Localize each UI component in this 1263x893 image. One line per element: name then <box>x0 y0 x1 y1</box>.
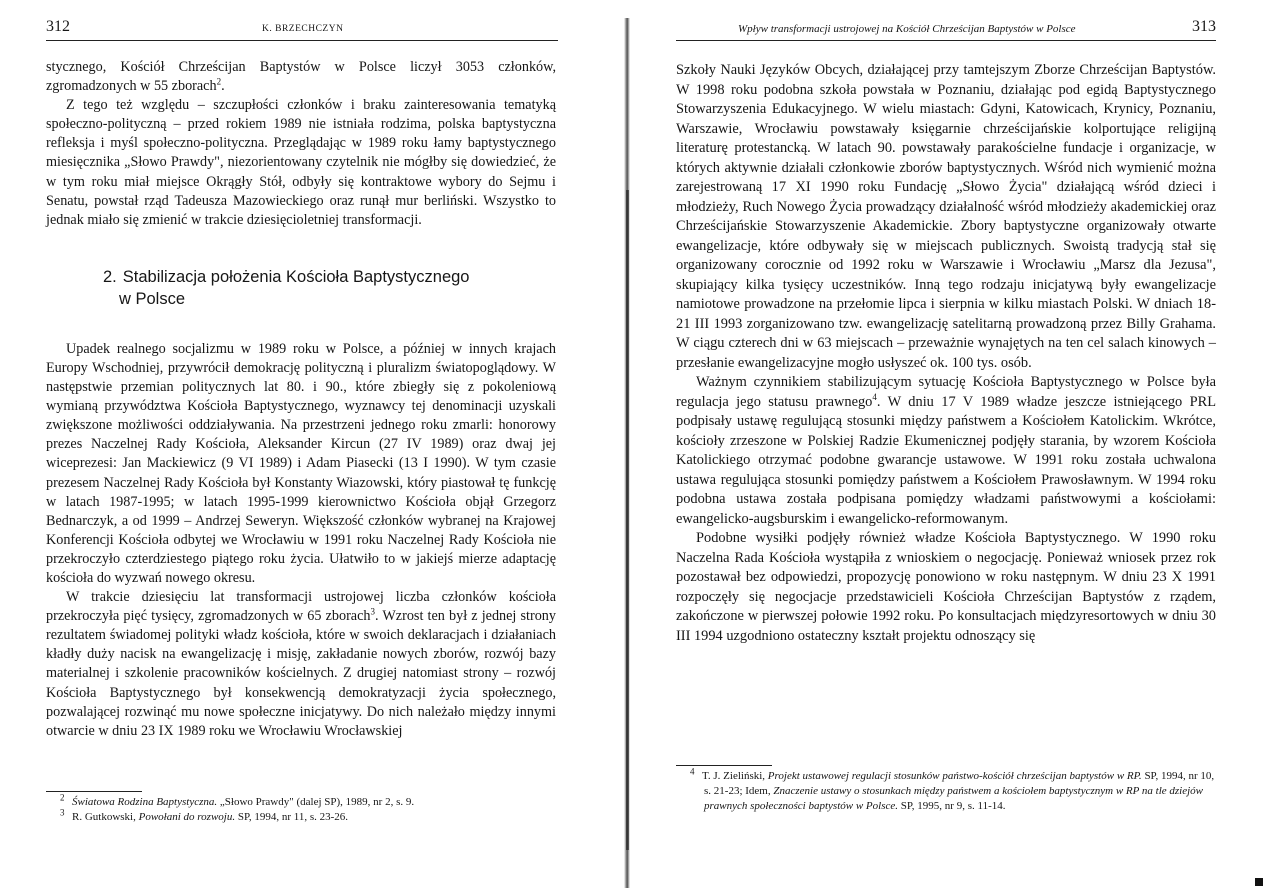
left-body-text <box>46 58 556 741</box>
right-body-text <box>676 61 1216 646</box>
footnote-ref[interactable]: 4 <box>872 391 877 402</box>
footnote-ref[interactable]: 2 <box>216 76 222 87</box>
section-heading: 2. Stabilizacja położenia Kościoła Baptystycznego w Polsce <box>103 267 470 308</box>
right-footnotes <box>676 765 1216 814</box>
footnote: $^3$ R. Gutkowski, Powołani do rozwoju. SP, 1994, nr 11, s. 23-26. <box>60 807 349 823</box>
footnote: $^2$ Światowa Rodzina Baptystyczna. „Słowo Prawdy" (dalej SP), 1989, nr 2, s. 9. <box>60 792 415 808</box>
scan-edge-mark <box>1255 878 1263 886</box>
right-page <box>632 0 1263 893</box>
paragraph: Ważnym czynnikiem stabilizującym sytuację Kościoła Baptystycznego w Polsce była regulacja jego statusu prawnego$^4$. W dniu 17 V 1989 władze jeszcze istniejącego PRL podpisały ustawę regulującą stosunki między państwem a Kościołem Katolickim. Wkrótce, kościoły zrzeszone w Polskiej Radzie Ekumenicznej podjęły starania, by wzorem Kościoła Katolickiego otrzymać podobne gwarancje ustawowe. W 1991 roku została uchwalona ustawa regulująca stosunki pomiędzy państwem a Kościołem Prawosławnym. W 1994 roku podobna ustawa została podpisana pomiędzy władzami państwowymi a kościołami: ewangelicko-augsburskim i ewangelicko-reformowanym. <box>676 374 1216 527</box>
paragraph: Szkoły Nauki Języków Obcych, działającej przy tamtejszym Zborze Chrześcijan Baptystów. W 1998 roku podobna szkoła powstała w Poznaniu, działając pod egidą Baptystycznego Stowarzyszenia Edukacyjnego. W wielu miastach: Gdyni, Katowicach, Krynicy, Poznaniu, Warszawie, Wrocławiu powstawały księgarnie chrześcijańskie kolportujące religijną literaturę protestancką. W latach 90. powstawały parakościelne fundacje i organizacje, w których aktywnie działali członkowie zborów baptystycznych. Wśród nich wymienić można zarejestrowaną 17 XI 1990 roku Fundację „Słowo Życia" działającą wśród dzieci i młodzieży, Ruch Nowego Życia prowadzący działalność wśród młodzieży akademickiej oraz Chrześcijańskie Stowarzyszenie Akademickie. Zbory baptystyczne organizowały otwarte ewangelizacje, które odbywały się w miejscach publicznych. Swoistą tradycją stał się organizowany corocznie od 1992 roku w Warszawie i Wrocławiu „Marsz dla Jezusa", skupiający kilka tysięcy uczestników. Inną tego rodzaju inicjatywą były ewangelizacje namiotowe prowadzone na przełomie lipca i sierpnia w kilku miastach Polski. W dniach 18-21 III 1993 zorganizowano tzw. ewangelizację satelitarną prowadzoną przez Billy Grahama. W ciągu czterech dni w 63 miejscach – przeważnie wynajętych na ten cel salach kinowych – przesłanie ewangelizacyjne mogło usłyszeć ok. 100 tys. osób. <box>676 62 1216 371</box>
paragraph: stycznego, Kościół Chrześcijan Baptystów w Polsce liczył 3053 członków, zgromadzonych w 55 zborach$^2$. <box>46 59 556 95</box>
left-page <box>0 0 624 893</box>
left-running-header <box>46 18 558 41</box>
left-running-head-author: K. BRZECHCZYN <box>262 24 344 34</box>
paragraph: Podobne wysiłki podjęły również władze Kościoła Baptystycznego. W 1990 roku Naczelna Rada Kościoła wystąpiła z wnioskiem o negocjację. Ponieważ wniosek przez rok pozostawał bez odpowiedzi, propozycję ponowiono w roku następnym. W dniu 23 X 1991 rozpoczęły się negocjacje przedstawicieli Kościoła Chrześcijan Baptystów z rządem, zakończone w pierwszej połowie 1992 roku. Po konsultacjach międzyresortowych w dniu 30 III 1994 uzgodniono ostateczny kształt projektu odnoszący się <box>676 530 1216 644</box>
paragraph: Upadek realnego socjalizmu w 1989 roku w Polsce, a później w innych krajach Europy Wschodniej, przywrócił demokrację polityczną i pluralizm światopoglądowy. W następstwie przemian politycznych lat 80. i 90., które zbiegły się z pokoleniową wymianą przywództwa Kościoła Baptystycznego, wyznawcy tej denominacji uzyskali zwiększone możliwości oddziaływania. Na przestrzeni jednego roku zmarli: honorowy prezes Naczelnej Rady Kościoła, Aleksander Kircun (27 IV 1989) oraz dwaj jej wiceprezesi: Jan Mackiewicz (9 VI 1989) i Adam Piasecki (13 I 1990). W tym czasie prezesem Naczelnej Rady Kościoła był Konstanty Wiazowski, który piastował tę funkcję w latach 1987-1995; w latach 1995-1999 kierownictwo Kościoła objął Grzegorz Bednarczyk, a od 1999 – Andrzej Seweryn. Większość członków wybranej na Krajowej Konferencji Kościoła odbytej we Wrocławiu w 1991 roku Naczelnej Rady Kościoła nie przekroczyło czterdziestego piątego roku życia. Ułatwiło to w jakiejś mierze adaptację kościoła do wyzwań nowego okresu. <box>46 340 556 586</box>
book-gutter-shadow <box>626 190 629 850</box>
left-footnotes <box>46 791 556 825</box>
paragraph: W trakcie dziesięciu lat transformacji ustrojowej liczba członków kościoła przekroczyła pięć tysięcy, zgromadzonych w 65 zborach$^3$. Wzrost ten był z jednej strony rezultatem świadomej polityki władz kościoła, które w swoich deklaracjach i działaniach kładły duży nacisk na ewangelizację i misję, zakładanie nowych zborów, rozwój bazy materialnej i szkolenie pracowników kościelnych. Z drugiej natomiast strony – rozwój Kościoła Baptystycznego był konsekwencją demokratyzacji życia społecznego, pozwalającej rozwinąć mu nowe społeczne inicjatywy. Do nich należało między innymi otwarcie w dniu 23 IX 1989 roku we Wrocławiu Wrocławskiej <box>46 589 556 739</box>
paragraph: Z tego też względu – szczupłości członków i braku zainteresowania tematyką społeczno-polityczną – przed rokiem 1989 nie istniała rodzima, polska baptystyczna refleksja i myśl społeczno-polityczna. Przeglądając w 1989 roku łamy baptystycznego miesięcznika „Słowo Prawdy", niezorientowany czytelnik nie mógłby się dowiedzieć, że w tym roku miał miejsce Okrągły Stół, odbyły się kontraktowe wybory do Sejmu i Senatu, powstał rząd Tadeusza Mazowieckiego oraz runął mur berliński. Wszystko to jednak miało się zmienić w trakcie dziesięcioletniej transformacji. <box>46 97 556 228</box>
footnote-ref[interactable]: 3 <box>370 606 375 617</box>
left-page-number: 312 <box>46 18 70 35</box>
right-page-number: 313 <box>1192 18 1216 35</box>
footnote: $^4$ T. J. Zieliński, Projekt ustawowej regulacji stosunków państwo-kościół chrześcijan baptystów w RP. SP, 1994, nr 10, s. 21-23; Idem, Znaczenie ustawy o stosunkach między państwem a kościołem baptystycznym w RP na tle dziejów prawnych społeczności baptystów w Polsce. SP, 1995, nr 9, s. 11-14. <box>690 766 1215 812</box>
right-running-header <box>676 18 1216 41</box>
right-running-head-title: Wpływ transformacji ustrojowej na Kościół Chrześcijan Baptystów w Polsce <box>738 23 1076 35</box>
